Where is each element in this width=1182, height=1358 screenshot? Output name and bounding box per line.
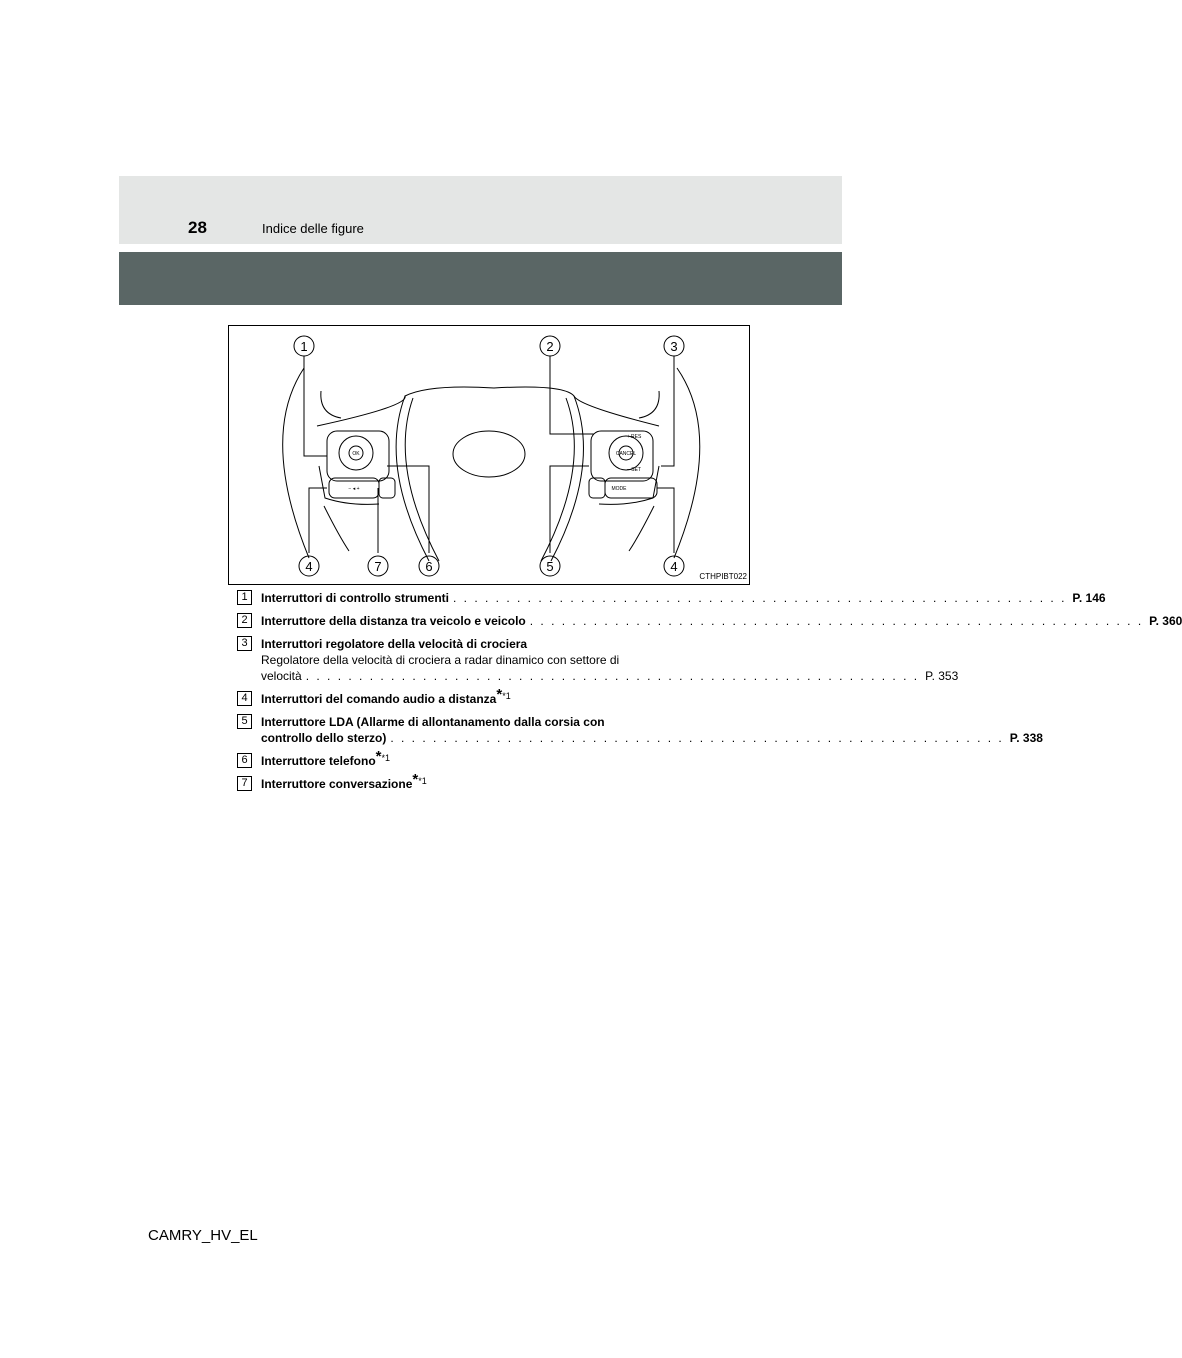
- page-reference: P. 146: [1072, 591, 1106, 605]
- list-item: [237, 590, 1106, 606]
- list-item: [237, 714, 1043, 746]
- callout-3: 3: [670, 339, 678, 354]
- item-label: Interruttori di controllo strumenti: [261, 591, 449, 605]
- item-label: Interruttore conversazione: [261, 777, 413, 791]
- item-number: 3: [237, 636, 252, 651]
- item-label: Interruttori del comando audio a distanza: [261, 692, 497, 706]
- document-code: CAMRY_HV_EL: [148, 1227, 258, 1244]
- leader-dots: . . . . . . . . . . . . . . . . . . . . . . . . . . . . . . . . . . . . . . . . . . . . . . . . . . . . . . . . . .: [453, 591, 1067, 605]
- header-band: [119, 176, 842, 244]
- item-label: Interruttore LDA (Allarme di allontanamento dalla corsia con: [261, 715, 605, 729]
- set-button-label: − SET: [626, 467, 642, 473]
- volume-button-label: − ◂ +: [348, 486, 360, 492]
- list-item: [237, 636, 959, 684]
- footnote-marker: **1: [375, 748, 391, 765]
- item-number: 5: [237, 714, 252, 729]
- callout-1: 1: [300, 339, 308, 354]
- leader-dots: . . . . . . . . . . . . . . . . . . . . . . . . . . . . . . . . . . . . . . . . . . . . . . . . . . . . . . . . . .: [529, 614, 1144, 628]
- item-number: 2: [237, 613, 252, 628]
- callout-5: 5: [546, 559, 554, 574]
- item-list: [237, 590, 1182, 799]
- item-number: 4: [237, 691, 252, 706]
- item-label: Interruttore telefono: [261, 754, 376, 768]
- item-label-end: controllo dello sterzo): [261, 731, 387, 745]
- item-description: Regolatore della velocità di crociera a radar dinamico con settore di: [261, 653, 620, 667]
- footnote-marker: **1: [412, 771, 427, 788]
- page-reference: P. 338: [1009, 731, 1043, 745]
- cancel-button-label: CANCEL: [615, 451, 637, 457]
- item-number: 7: [237, 776, 252, 791]
- section-banner: [119, 252, 842, 305]
- item-label: Interruttori regolatore della velocità di crociera: [261, 637, 528, 651]
- mode-button-label: MODE: [611, 486, 627, 492]
- section-title: Indice delle figure: [262, 221, 364, 236]
- page-reference: P. 360: [1149, 614, 1182, 628]
- item-number: 6: [237, 753, 252, 768]
- figure-code: CTHPIBT022: [699, 572, 747, 581]
- callout-6: 6: [425, 559, 433, 574]
- ok-button-label: OK: [352, 451, 360, 457]
- item-number: 1: [237, 590, 252, 605]
- list-item: [237, 613, 1182, 629]
- callout-4-right: 4: [670, 559, 678, 574]
- callout-7: 7: [374, 559, 382, 574]
- item-label: Interruttore della distanza tra veicolo e veicolo: [261, 614, 526, 628]
- steering-wheel-figure: [228, 325, 750, 585]
- page-reference: P. 353: [925, 669, 959, 683]
- footnote-marker: **1: [496, 686, 511, 703]
- callout-2: 2: [546, 339, 554, 354]
- res-button-label: + RES: [626, 434, 642, 440]
- steering-wheel-illustration: [229, 326, 751, 586]
- page-number: 28: [188, 218, 207, 237]
- list-item: [237, 771, 727, 792]
- callout-4-left: 4: [305, 559, 313, 574]
- list-item: [237, 686, 727, 707]
- item-description-end: velocità: [261, 669, 302, 683]
- list-item: [237, 748, 727, 769]
- leader-dots: . . . . . . . . . . . . . . . . . . . . . . . . . . . . . . . . . . . . . . . . . . . . . . . . . . . . . . . . . .: [305, 669, 920, 683]
- leader-dots: . . . . . . . . . . . . . . . . . . . . . . . . . . . . . . . . . . . . . . . . . . . . . . . . . . . . . . . . . .: [390, 731, 1004, 745]
